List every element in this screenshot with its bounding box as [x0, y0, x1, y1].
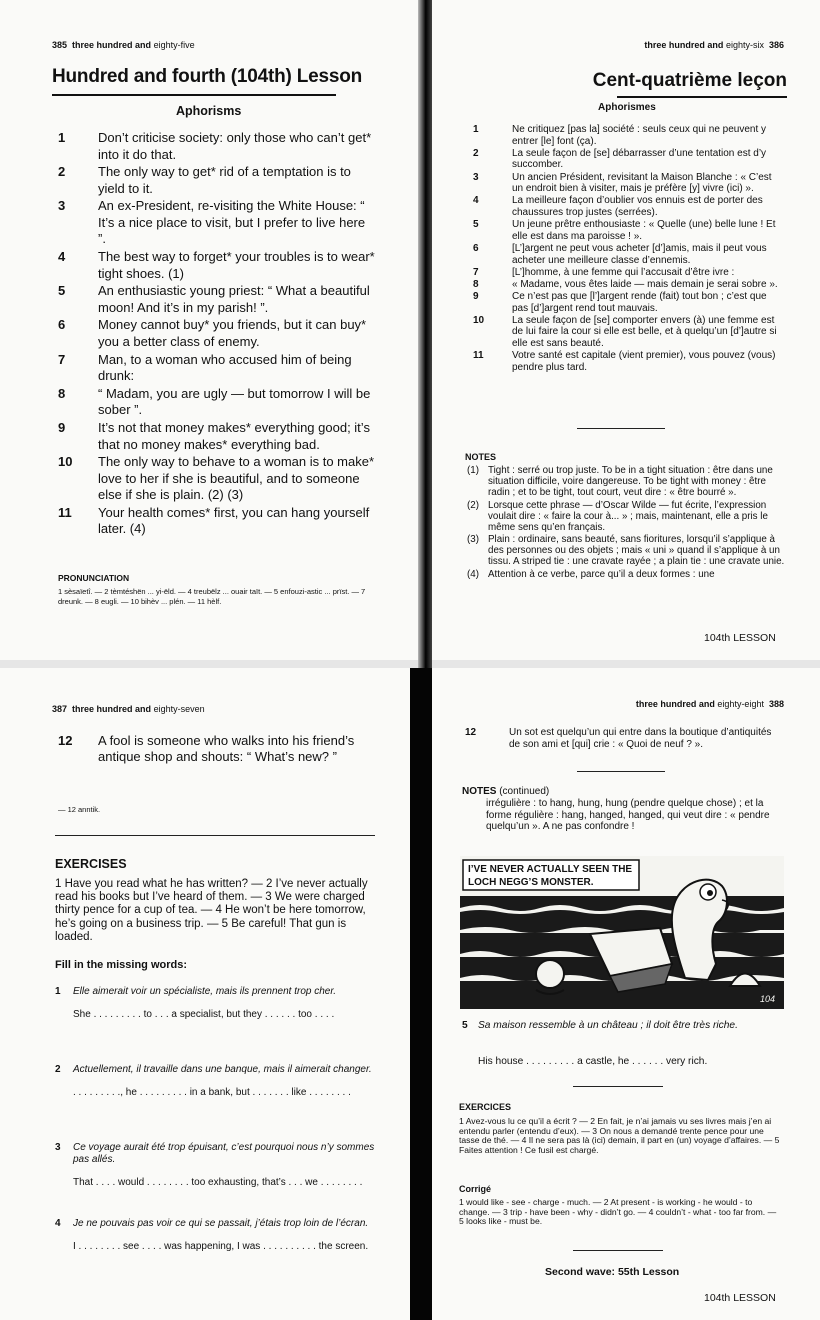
item-number: 1	[58, 130, 66, 145]
note-item	[467, 569, 785, 580]
running-head-386	[644, 40, 784, 50]
note-text: Plain : ordinaire, sans beauté, sans fioritures, lorsqu’il s’applique à des personnes ou des objets ; mais « uni » quand il s’applique à un tissu. A striped tie : une cravate rayée ; a plain tie : une cravate unie.	[488, 534, 785, 567]
item-text: Money cannot buy* you friends, but it can buy* you a better class of enemy.	[98, 317, 367, 349]
item-number: 5	[473, 219, 479, 231]
running-head-text: three hundred and	[72, 40, 154, 50]
aphorism-item	[465, 350, 785, 373]
second-wave-note: Second wave: 55th Lesson	[545, 1266, 680, 1278]
aphorism-item	[465, 267, 785, 279]
notes-continued-heading	[462, 786, 549, 797]
cartoon-caption-line: LOCH NEGG’S MONSTER.	[468, 877, 594, 888]
item-number: 3	[473, 171, 479, 183]
item-number: 8	[473, 278, 479, 290]
book-gutter	[410, 668, 432, 1320]
note-item	[467, 500, 785, 533]
fill-question	[55, 986, 381, 1024]
aphorism-item	[465, 315, 785, 350]
item-text: [L’]homme, à une femme qui l’accusait d’être ivre :	[512, 266, 735, 278]
running-head-text: three hundred and	[644, 40, 726, 50]
item-number: 4	[58, 249, 66, 265]
lesson-title-fr: Cent-quatrième leçon	[592, 70, 787, 91]
item-text: Ne critiquez [pas la] société : seuls ceux qui ne peuvent y entrer [le] font (ça).	[512, 124, 767, 147]
running-head-text: three hundred and	[635, 699, 718, 709]
exercises-heading: EXERCISES	[55, 857, 127, 871]
item-number: 10	[58, 454, 73, 470]
exercices-heading: EXERCICES	[459, 1102, 512, 1112]
item-text: Your health comes* first, you can hang yourself later. (4)	[98, 504, 370, 537]
fill-question	[55, 1142, 381, 1192]
item-text: An enthusiastic young priest: “ What a beautiful moon! And it’s in my parish! ”.	[98, 283, 370, 315]
aphorism-item-12-en	[58, 733, 376, 765]
item-number: 6	[58, 317, 66, 333]
note-text: Lorsque cette phrase — d’Oscar Wilde — fut écrite, l’expression voulait dire : « faire la cour à... » ; mais, maintenant, elle a pris le même sens qu’en français.	[488, 499, 768, 533]
item-text: Un ancien Président, revisitant la Maison Blanche : « C’est un endroit bien à visiter, mais je préfère [y] vivre (ici) ».	[512, 171, 772, 195]
lesson-footer: 104th LESSON	[704, 1292, 776, 1304]
section-divider	[577, 771, 665, 772]
cartoon-caption-line: I’VE NEVER ACTUALLY SEEN THE	[468, 864, 633, 875]
aphorism-item	[465, 124, 785, 147]
item-number: 11	[473, 350, 484, 362]
aphorism-item	[58, 352, 376, 385]
question-number: 4	[55, 1218, 61, 1229]
item-text: [L’]argent ne peut vous acheter [d’]amis, mais il peut vous acheter une meilleure classe d’ennemis.	[512, 242, 767, 266]
note-number: (3)	[467, 534, 479, 545]
note-item	[467, 534, 785, 567]
question-blank-sentence: His house . . . . . . . . . a castle, he . . . . . . very rich.	[478, 1056, 708, 1067]
item-text: Ce n’est pas que [l’]argent rende (fait) tout bon ; c’est que pas [d’]argent rend tout mauvais.	[512, 291, 767, 314]
page-number: 386	[768, 40, 784, 50]
item-text: The only way to behave to a woman is to make* love to her if she is beautiful, and to someone else if she is plain. (2) (3)	[98, 454, 375, 503]
running-head-388	[636, 699, 784, 709]
question-french: Ce voyage aurait été trop épuisant, c’est pourquoi nous n’y sommes pas allés.	[73, 1142, 375, 1165]
aphorism-item	[58, 454, 376, 504]
item-number: 5	[58, 283, 66, 299]
aphorism-list-en	[58, 130, 376, 539]
item-number: 6	[473, 242, 479, 254]
item-number: 7	[58, 351, 66, 367]
item-text: “ Madam, you are ugly — but tomorrow I will be sober ”.	[98, 385, 371, 418]
question-number: 3	[55, 1142, 61, 1153]
item-number: 4	[473, 195, 479, 207]
section-divider	[573, 1086, 663, 1087]
pronunciation-heading: PRONUNCIATION	[58, 573, 130, 583]
section-subtitle-fr: Aphorismes	[598, 102, 656, 113]
question-blank-sentence: That . . . . would . . . . . . . . too exhausting, that’s . . . we . . . . . . . .	[73, 1177, 363, 1188]
question-french: Actuellement, il travaille dans une banque, mais il aimerait changer.	[73, 1064, 372, 1075]
page-number: 388	[768, 699, 784, 709]
question-number: 5	[462, 1020, 468, 1031]
pronunciation-text: — 12 anntik.	[58, 805, 101, 814]
aphorism-item	[465, 195, 785, 218]
fill-question	[55, 1218, 381, 1256]
aphorism-item	[58, 164, 376, 197]
item-text: The only way to get* rid of a temptation is to yield to it.	[98, 164, 351, 196]
page-number: 385	[52, 40, 68, 50]
item-text: La seule façon de [se] débarrasser d’une tentation est d’y succomber.	[512, 147, 767, 171]
notes-heading: NOTES	[462, 786, 497, 797]
item-number: 9	[58, 420, 66, 435]
title-underline	[617, 96, 787, 98]
notes-continued-text: irrégulière : to hang, hung, hung (pendre quelque chose) ; et la forme régulière : hang, hanged, hanged, qui veut dire : « pendre quelqu’un ». A ne pas confondre !	[486, 798, 770, 833]
note-item	[467, 465, 785, 498]
section-divider	[55, 835, 375, 836]
notes-list	[467, 465, 785, 581]
note-number: (2)	[467, 499, 479, 511]
corrige-text: 1 would like - see - charge - much. — 2 At present - is working - he would - to change. — 3 trip - have been - why - didn’t go. — 4 couldn’t - what - too far from. — 5 looks like - must be.	[459, 1197, 777, 1227]
lesson-title-en: Hundred and fourth (104th) Lesson	[52, 66, 363, 87]
aphorism-item	[58, 386, 376, 419]
item-number: 9	[473, 291, 479, 303]
question-french: Elle aimerait voir un spécialiste, mais ils prennent trop cher.	[73, 986, 337, 997]
item-text: Don’t criticise society: only those who can’t get* into it do that.	[98, 130, 372, 162]
running-head-text: eighty-six	[725, 40, 764, 50]
section-subtitle-en: Aphorisms	[176, 104, 242, 118]
aphorism-item	[465, 172, 785, 195]
item-number: 2	[473, 147, 479, 159]
section-divider	[573, 1250, 663, 1251]
question-blank-sentence: . . . . . . . . ., he . . . . . . . . . in a bank, but . . . . . . . like . . . . . . . .	[73, 1087, 351, 1098]
question-french: Je ne pouvais pas voir ce qui se passait, j’étais trop loin de l’écran.	[73, 1218, 369, 1229]
notes-heading: NOTES	[465, 452, 497, 462]
aphorism-item	[58, 283, 376, 316]
fill-in-heading: Fill in the missing words:	[55, 959, 188, 971]
item-text: Un sot est quelqu’un qui entre dans la boutique d’antiquités de son ami et [qui] crie : « Quoi de neuf ? ».	[509, 727, 772, 750]
item-text: It’s not that money makes* everything good; it’s that no money makes* everything bad.	[98, 420, 370, 452]
aphorism-item	[465, 291, 785, 314]
item-text: The best way to forget* your troubles is to wear* tight shoes. (1)	[98, 249, 375, 281]
section-divider	[577, 428, 665, 429]
running-head-text: eighty-five	[153, 40, 195, 50]
page-number: 387	[52, 704, 68, 714]
notes-continued-label: (continued)	[496, 786, 550, 797]
item-number: 10	[473, 314, 485, 326]
question-number: 1	[55, 986, 61, 997]
exercises-text: 1 Have you read what he has written? — 2 I’ve never actually read his books but I’ve heard of them. — 3 We were charged thirty pence for a cup of tea. — 4 He won’t be here tomorrow, he’s going on a business trip. — 5 Be careful! That gun is loaded.	[55, 878, 368, 943]
aphorism-item	[465, 243, 785, 266]
title-underline	[52, 94, 336, 96]
item-number: 12	[58, 733, 73, 748]
page-separator	[0, 660, 820, 668]
item-text: La meilleure façon d’oublier vos ennuis est de porter des chaussures trop justes (serrées).	[512, 195, 763, 218]
item-number: 1	[473, 124, 479, 135]
cartoon-tag: 104	[760, 994, 776, 1004]
note-number: (1)	[467, 465, 479, 476]
lesson-footer: 104th LESSON	[704, 632, 776, 644]
note-number: (4)	[467, 568, 479, 580]
question-blank-sentence: She . . . . . . . . . to . . . a specialist, but they . . . . . . too . . . .	[73, 1009, 335, 1020]
item-text: Un jeune prêtre enthousiaste : « Quelle (une) belle lune ! Et elle est dans ma paroisse ! ».	[512, 219, 776, 242]
pronunciation-text: 1 sèsaïetî. — 2 tèmtéshën ... yi-ëld. — 4 treubëlz ... ouair taït. — 5 enfouzi-astic ... prïst. — 7 dreunk. — 8 eugli. — 10 bihèv ... plén. — 11 hèlf.	[58, 587, 366, 606]
question-blank-sentence: I . . . . . . . . see . . . . was happening, I was . . . . . . . . . . the screen.	[73, 1241, 369, 1252]
item-number: 12	[465, 727, 477, 738]
item-number: 3	[58, 198, 66, 214]
item-number: 8	[58, 385, 66, 401]
item-text: Man, to a woman who accused him of being drunk:	[98, 351, 352, 384]
note-text: Attention à ce verbe, parce qu’il a deux formes : une	[488, 568, 715, 580]
exercices-text: 1 Avez-vous lu ce qu’il a écrit ? — 2 En fait, je n’ai jamais vu ses livres mais j’en ai entendu parler (entendu d’eux). — 3 On nous a demandé trente pence pour une tasse de thé. — 4 Il ne sera pas là (ici) demain, il part en (un) voyage d’affaires. — 5 Faites attention ! Ce fusil est chargé.	[459, 1116, 780, 1155]
aphorism-item-12-fr	[465, 727, 785, 750]
item-text: La seule façon de [se] comporter envers (à) une femme est de lui faire la cour si elle est belle, et à quelqu’un [d’]autre si elle est sans beauté.	[512, 314, 777, 350]
aphorism-item	[465, 279, 785, 291]
aphorism-item	[58, 420, 376, 453]
item-text: An ex-President, re-visiting the White House: “ It’s a nice place to visit, but I prefer to live here ”.	[98, 198, 366, 247]
question-french: Sa maison ressemble à un château ; il doit être très riche.	[478, 1020, 738, 1031]
item-number: 11	[58, 504, 72, 520]
running-head-text: eighty-seven	[153, 704, 205, 714]
aphorism-item	[465, 219, 785, 242]
loch-ness-cartoon	[460, 856, 784, 1009]
corrige-heading: Corrigé	[459, 1184, 492, 1194]
running-head-text: eighty-eight	[717, 699, 764, 709]
fill-question	[55, 1064, 381, 1102]
item-number: 2	[58, 164, 66, 180]
aphorism-list-fr	[465, 124, 785, 374]
aphorism-item	[58, 249, 376, 282]
item-number: 7	[473, 266, 479, 278]
item-text: Votre santé est capitale (vient premier), vous pouvez (vous) pendre plus tard.	[512, 350, 776, 373]
note-text: Tight : serré ou trop juste. To be in a tight situation : être dans une situation difficile, voire dangereuse. To be tight with money : être radin ; et to be tight, tout court, veut dire : « être bourré ».	[488, 465, 773, 498]
fill-question-5	[462, 1020, 782, 1032]
running-head-385	[52, 40, 195, 50]
aphorism-item	[58, 198, 376, 248]
item-text: A fool is someone who walks into his friend’s antique shop and shouts: “ What’s new? ”	[98, 733, 355, 764]
item-text: « Madame, vous êtes laide — mais demain je serai sobre ».	[512, 278, 778, 290]
question-number: 2	[55, 1064, 61, 1075]
running-head-text: three hundred and	[72, 704, 154, 714]
aphorism-item	[58, 505, 376, 538]
aphorism-item	[58, 130, 376, 163]
aphorism-item	[465, 148, 785, 171]
aphorism-item	[58, 317, 376, 350]
running-head-387	[52, 704, 205, 714]
